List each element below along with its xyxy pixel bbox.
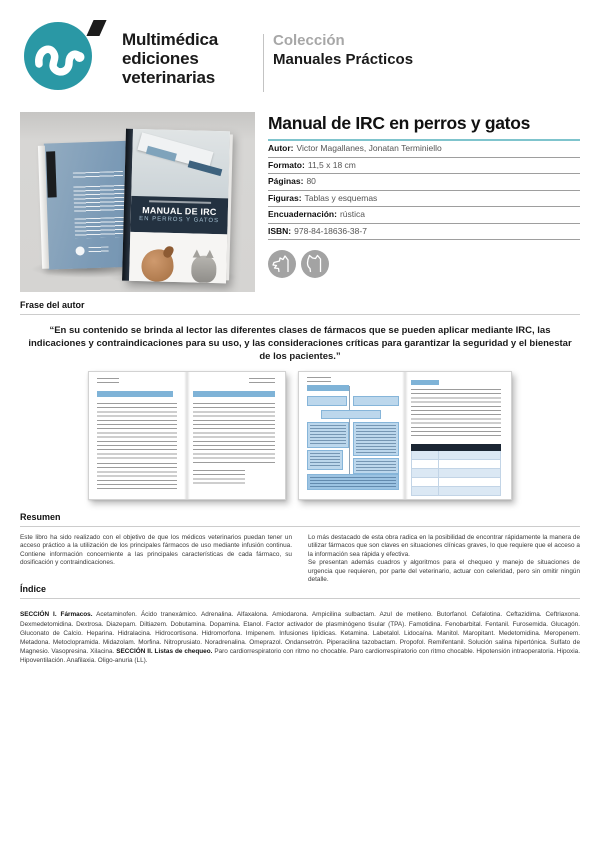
collection-label: Colección xyxy=(273,32,345,49)
flowchart-connector xyxy=(349,386,350,484)
table-header-row xyxy=(411,444,501,451)
page-text-lines xyxy=(97,463,177,489)
infusion-pump-photo xyxy=(131,129,230,198)
cat-icon xyxy=(301,250,329,278)
cover-animals-area xyxy=(129,232,227,283)
field-label: Encuadernación: xyxy=(268,209,337,219)
detail-row-autor xyxy=(268,141,580,158)
detail-row-encuadernacion xyxy=(268,207,580,224)
detail-row-isbn xyxy=(268,224,580,241)
spread-gutter xyxy=(402,372,408,499)
summary-left-paragraph: Este libro ha sido realizado con el objetivo de que los médicos veterinarios puedan tener un acceso práctico a la utilización de los principales fármacos de uso mediante infusión continua. Contiene información concerniente a las principales características de cada fármaco, su dosificación y contraindicaciones. xyxy=(20,534,292,567)
summary-heading: Resumen xyxy=(20,512,61,522)
index-section1-label: SECCIÓN I. Fármacos. xyxy=(20,611,93,619)
detail-row-figuras xyxy=(268,191,580,208)
spine-label xyxy=(46,151,57,197)
back-cover-title-lines xyxy=(73,171,123,180)
species-icons xyxy=(268,250,580,278)
sample-spread-flowchart-table xyxy=(298,371,512,500)
flowchart-box xyxy=(307,396,347,406)
back-cover-logo-dot xyxy=(75,246,84,255)
back-cover-text-lines xyxy=(74,217,129,239)
cat-ear-shape xyxy=(206,250,214,258)
publisher-name-line2: ediciones xyxy=(122,49,199,68)
flowchart-box xyxy=(307,474,399,490)
index-heading: Índice xyxy=(20,584,47,594)
summary-left-column xyxy=(20,534,292,568)
field-label: ISBN: xyxy=(268,225,292,236)
table-row xyxy=(411,478,501,487)
page-text-lines xyxy=(97,403,177,459)
flowchart-box xyxy=(353,422,399,456)
detail-row-formato xyxy=(268,158,580,175)
flowchart-box xyxy=(353,396,399,406)
page-section-bar xyxy=(193,391,275,397)
sample-spread-text-pages xyxy=(88,371,286,500)
field-label: Figuras: xyxy=(268,192,302,203)
cat-photo-shape xyxy=(191,255,217,283)
publisher-name-line1: Multimédica xyxy=(122,30,219,49)
flowchart-title-bar xyxy=(307,385,349,391)
back-cover-text-lines xyxy=(73,185,128,213)
collection-block xyxy=(273,31,413,69)
index-section1-body: Acetaminofen. Ácido tranexámico. Adrenalina. Alfaxalona. Amiodarona. Ampicilina sulbactam. Azul de metileno. Butorfanol. Cefalotina. Ceftazidima. Ceftriaxona. Dexmedetomidina. Dextrosa. Diazepam. Diltiazem. Dobutamina. Dopamina. Etanol. Factor activador de plasminógeno tisular (TPA). Famotidina. Fenobarbital. Fentanil. Furosemida. Glucagón. Gluconato de Calcio. Heparina. Hidralacina. Hidrocortisona. Hidromorfona. Imipenem. Infusiones lipídicas. Ketamina. Labetalol. Lidocaína. Manitol. Maropitant. Medetomidina. Meropenem. Metadona. Metoclopramida. Midazolam. Morfina. Nitroprusiato. Noradrenalina. Omeprazol. Ondansetrón. Piperacilina tazobactam. Propofol. Remifentanil. Solución salina hipertónica. Sulfato de Magnesio. Vasopresina. Xilacina. xyxy=(20,611,580,656)
index-section2-label: SECCIÓN II. Listas de chequeo. xyxy=(116,648,213,656)
page-section-bar xyxy=(411,380,439,385)
cat-ear-shape xyxy=(193,249,201,257)
field-value: 80 xyxy=(306,176,316,186)
cover-title-band xyxy=(130,196,228,235)
front-cover-art xyxy=(129,129,230,283)
index-rule xyxy=(20,598,580,599)
table-row xyxy=(411,469,501,478)
quote-rule xyxy=(20,314,580,315)
summary-right-paragraph-2: Se presentan además cuadros y algoritmos para el chequeo y manejo de situaciones de urgencia que requieren, por parte del veterinario, actuar con celeridad, pero sin omitir ningún detalle. xyxy=(308,559,580,584)
flowchart-box xyxy=(321,410,381,419)
publisher-name xyxy=(122,30,218,87)
summary-right-paragraph-1: Lo más destacado de esta obra radica en la posibilidad de encontrar rápidamente la manera de utilizar fármacos que son claves en situaciones clínicas graves, lo que requiere que el acceso a la información sea rápida y efectiva. xyxy=(308,534,580,558)
page-header-lines xyxy=(249,378,275,384)
summary-right-column xyxy=(308,534,580,584)
publisher-name-line3: veterinarias xyxy=(122,68,216,87)
page-header-lines xyxy=(307,377,331,382)
collection-name: Manuales Prácticos xyxy=(273,51,414,68)
page-header-lines xyxy=(97,378,119,384)
field-label: Autor: xyxy=(268,143,294,153)
back-cover-imprint-lines xyxy=(88,246,108,254)
summary-rule xyxy=(20,526,580,527)
book-title: Manual de IRC en perros y gatos xyxy=(268,113,531,133)
table-row xyxy=(411,451,501,460)
cover-title-line2: EN PERROS Y GATOS xyxy=(139,215,220,225)
cover-title-line1: MANUAL DE IRC xyxy=(142,204,217,217)
author-quote: “En su contenido se brinda al lector las diferentes clases de fármacos que se pueden aplicar mediante IRC, las indicaciones y contraindicaciones para su uso, y las consideraciones críticas para garantizar la seguridad y el bienestar de los pacientes.” xyxy=(28,325,572,362)
flowchart-box xyxy=(307,450,343,470)
snake-squiggle-icon xyxy=(24,22,92,90)
table-row xyxy=(411,460,501,469)
field-value: 11,5 x 18 cm xyxy=(307,159,356,170)
page-section-bar xyxy=(97,391,173,397)
book-cover-photo xyxy=(20,112,255,292)
table-row xyxy=(411,487,501,496)
field-value: Victor Magallanes, Jonatan Terminiello xyxy=(296,143,442,153)
page-text-lines xyxy=(193,403,275,465)
page-text-lines xyxy=(411,389,501,439)
quote-heading: Frase del autor xyxy=(20,300,85,310)
detail-row-paginas xyxy=(268,174,580,191)
index-section2-body: Paro cardiorrespiratorio con ritmo no chocable. Paro cardiorrespiratorio con ritmo chocable. Hipotensión intraoperatoria. Hipoxia. Hipoventilación. Anafilaxia. Oligo-anuria (LL). xyxy=(20,648,581,665)
page-text-lines xyxy=(193,470,245,486)
field-label: Formato: xyxy=(268,159,305,170)
field-value: 978-84-18636-38-7 xyxy=(294,225,367,236)
index-text xyxy=(20,610,580,665)
field-label: Páginas: xyxy=(268,176,304,186)
spread-gutter xyxy=(184,372,190,499)
dose-table xyxy=(411,444,501,496)
dog-icon xyxy=(268,250,296,278)
flowchart-box xyxy=(307,422,349,448)
cover-author-line xyxy=(149,200,211,204)
field-value: Tablas y esquemas xyxy=(304,192,378,203)
header-divider xyxy=(263,34,264,92)
product-details xyxy=(268,113,580,278)
flowchart-box xyxy=(353,458,399,474)
book-front-cover xyxy=(122,129,230,284)
publisher-logo xyxy=(24,22,108,94)
field-value: rústica xyxy=(339,209,366,219)
